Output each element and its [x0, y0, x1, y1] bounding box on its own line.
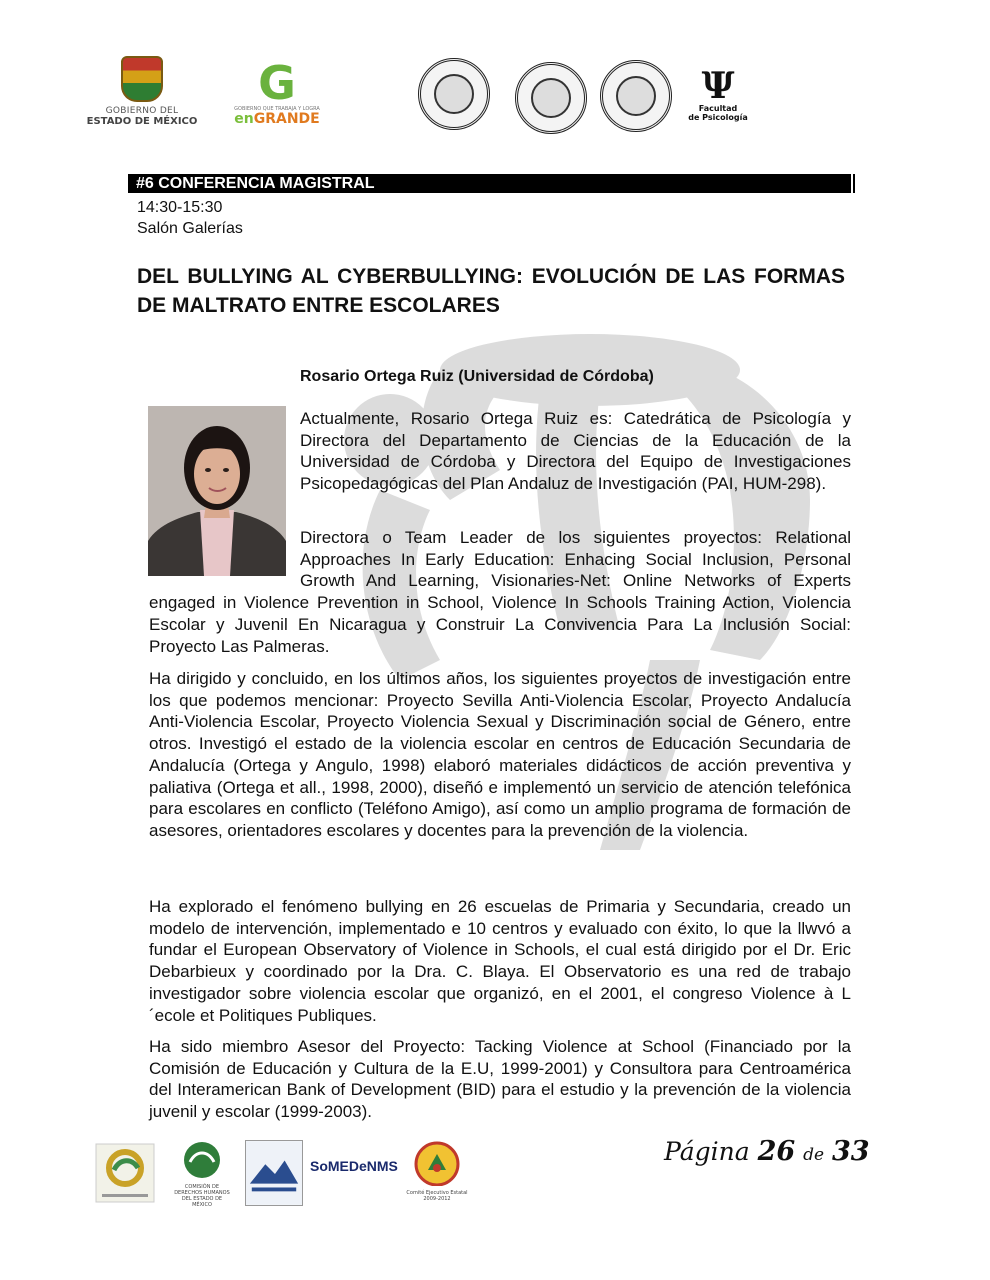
bio-paragraph-2-wrap [149, 527, 851, 657]
facultad-logo-line2: de Psicología [688, 113, 748, 122]
page-current: 26 [757, 1136, 796, 1167]
comite-line1: Comité Ejecutivo Estatal [406, 1190, 468, 1196]
somednms-logo [310, 1140, 406, 1206]
coat-of-arms-icon [121, 56, 163, 102]
talk-title: DEL BULLYING AL CYBERBULLYING: EVOLUCIÓN DE LAS FORMAS DE MALTRATO ENTRE ESCOLARES [137, 265, 845, 317]
engrande-word [234, 112, 320, 126]
comite-line2: 2009-2012 [423, 1196, 451, 1202]
bio-paragraph-2: Directora o Team Leader de los siguientes proyectos: Relational Approaches In Early Education: Enhacing Social Inclusion, Personal Growth And Learning, Visionaries-Net: Online Networks of Experts engaged in Violence Prevention in School, Violence In Schools Training Action, Violencia Escolar y Juvenil En Nicaragua y Construir La Convivencia Para La Inclusión Social: Proyecto Las Palmeras. [149, 528, 851, 656]
state-education-logo-icon [92, 1140, 158, 1206]
edomex-logo-line1: GOBIERNO DEL [105, 106, 179, 116]
engrande-tagline: GOBIERNO QUE TRABAJA Y LOGRA [234, 106, 320, 112]
bio-paragraph-1: Actualmente, Rosario Ortega Ruiz es: Catedrática de Psicología y Directora del Departamento de Ciencias de la Educación de la Universidad de Córdoba y Directora del Equipo de Investigaciones Psicopedagógicas del Plan Andaluz de Investigación (PAI, HUM-298). [300, 409, 851, 494]
bio-paragraph-3: Ha dirigido y concluido, en los últimos años, los siguientes proyectos de investigación entre los que podemos mencionar: Proyecto Sevilla Anti-Violencia Escolar, Proyecto Andalucía Anti-Violencia Escolar, Proyecto Violencia Sexual y Discriminación social de Género, entre otros. Investigó el estado de la violencia escolar en centros de Educación Secundaria de Andalucía (Ortega y Angulo, 1998) elaboró materiales didácticos de acción preventiva y paliativa (Ortega et all., 1998, 2000), diseñó e implementó un servicio de atención telefónica para escolares en conflicto (Teléfono Amigo), así como un amplio programa de formación de asesores, orientadores escolares y docentes para la prevención de la violencia. [149, 669, 851, 840]
cdh-edomex-logo [172, 1140, 232, 1206]
psi-icon: Ψ [701, 65, 735, 107]
comite-ejecutivo-logo [406, 1140, 468, 1206]
cdh-emblem-icon [172, 1140, 232, 1180]
comite-emblem-icon [406, 1140, 468, 1186]
unam-seal-icon [600, 60, 672, 132]
university-seal-1-icon [418, 58, 490, 130]
session-room: Salón Galerías [137, 220, 243, 237]
page-total: 33 [832, 1136, 870, 1167]
cdh-line2: DERECHOS HUMANOS [174, 1190, 230, 1196]
page-number [664, 1136, 870, 1167]
engrande-logo [234, 56, 320, 130]
engrande-word-b: GRANDE [253, 111, 320, 127]
bio-paragraph-4: Ha explorado el fenómeno bullying en 26 escuelas de Primaria y Secundaria, creado un modelo de intervención, implementado e 10 centros y evaluado con éxito, lo que la llwvó a fundar el European Observatory of Violence in Schools, el cual está dirigido por el Dr. Eric Debarbieux y coordinado por la Dra. C. Blaya. El Observatorio es una red de trabajo investigador sobre violencia escolar que organizó, en el 2001, el congreso Violence à L´ecole et Politiques Publiques. [149, 897, 851, 1025]
somednms-text: SoMEDeNMS [310, 1158, 398, 1174]
page-label: Página [664, 1137, 750, 1166]
mountain-logo-icon [245, 1140, 303, 1206]
speaker-name: Rosario Ortega Ruiz (Universidad de Córdoba) [300, 368, 654, 385]
gobierno-edomex-logo [86, 56, 198, 128]
section-bar [128, 174, 855, 193]
cdh-line1: COMISIÓN DE [184, 1184, 220, 1190]
session-time: 14:30-15:30 [137, 199, 223, 216]
facultad-psicologia-logo [682, 65, 754, 124]
facultad-logo-line1: Facultad [698, 104, 738, 113]
university-seal-2-icon [515, 62, 587, 134]
cdh-line3: DEL ESTADO DE MÉXICO [181, 1196, 223, 1208]
bio-paragraph-5: Ha sido miembro Asesor del Proyecto: Tacking Violence at School (Financiado por la Comisión de Educación y Cultura de la E.U, 1999-2001) y Consultora para Centroamérica del Interamerican Bank of Development (BID) para el estudio y la prevención de la violencia juvenil y escolar (1999-2003). [149, 1037, 851, 1122]
engrande-word-a: en [234, 111, 254, 127]
edomex-logo-line2: ESTADO DE MÉXICO [86, 116, 198, 127]
page-of: de [803, 1145, 825, 1165]
section-label: #6 CONFERENCIA MAGISTRAL [136, 175, 375, 192]
engrande-letter: G [258, 56, 296, 110]
